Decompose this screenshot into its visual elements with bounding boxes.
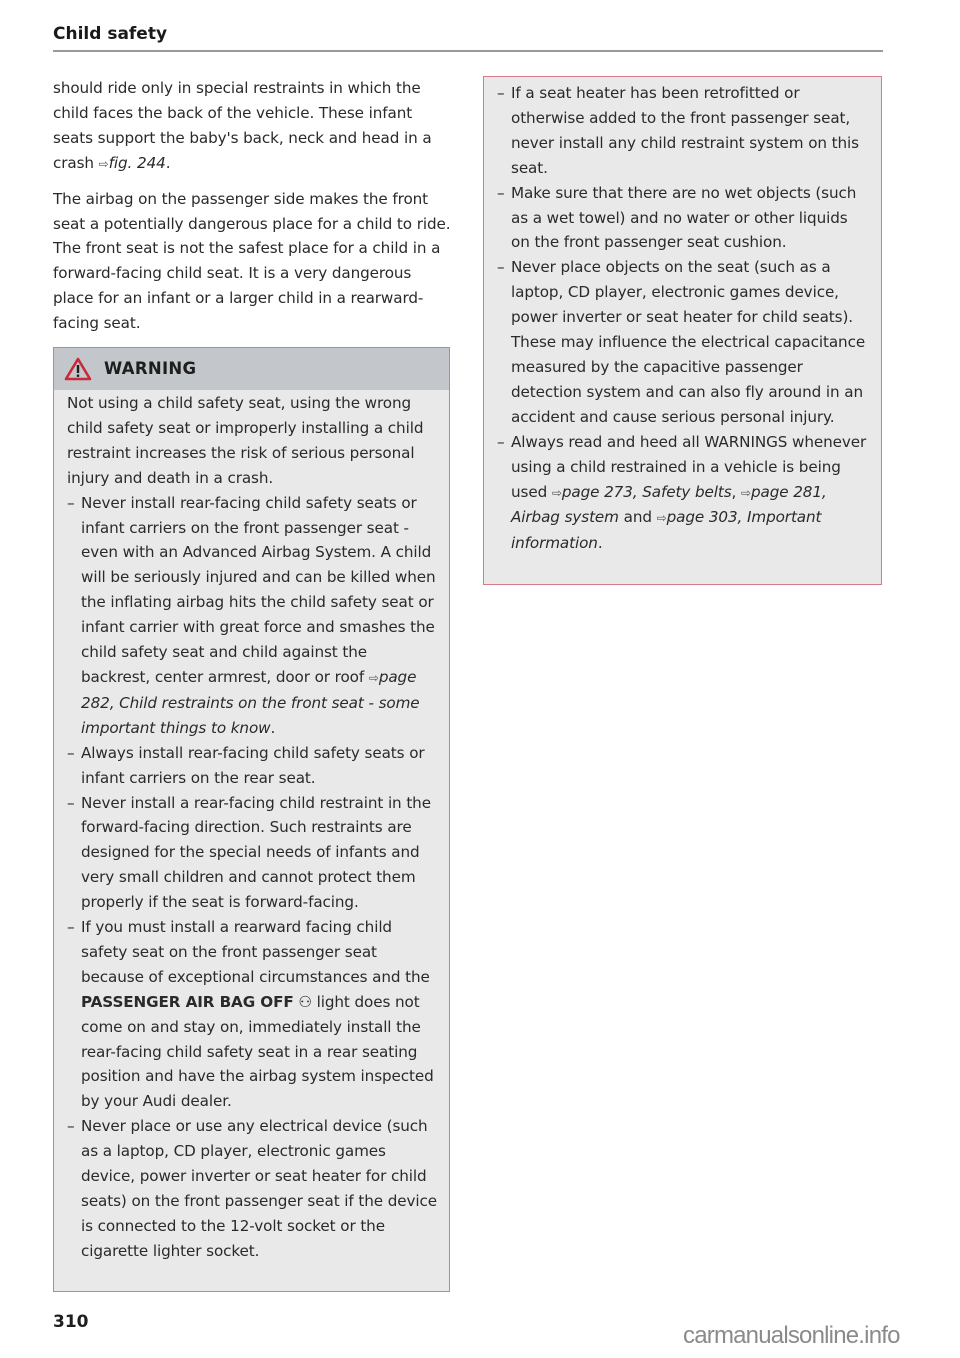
airbag-off-indicator-icon: ⚇ [298, 992, 312, 1011]
reference-arrow-icon: ⇨ [740, 485, 751, 500]
warning-box [53, 347, 450, 1292]
page-reference-link[interactable]: page 303, Important information [511, 508, 822, 553]
list-item: – Never place objects on the seat (such as a laptop, CD player, electronic games device, power inverter or seat heater for child seats). These may influence the electrical capacitance measured by the capacitive passenger detection system and can also fly around in an accident and cause serious personal injury. [497, 255, 869, 429]
page-number: 310 [53, 1312, 89, 1332]
reference-arrow-icon: ⇨ [368, 670, 379, 685]
warning-body [54, 390, 449, 1264]
figure-reference-link[interactable]: fig. 244 [108, 153, 166, 172]
list-item: – Always install rear-facing child safety seats or infant carriers on the rear seat. [67, 741, 437, 791]
warning-triangle-icon [64, 357, 92, 381]
watermark: carmanualsonline.info [683, 1322, 900, 1349]
airbag-paragraph: The airbag on the passenger side makes the front seat a potentially dangerous place for a child to ride. The front seat is not the safest place for a child in a forward-facing child seat. It is a very dangerous place for an infant or a larger child in a rearward-facing seat. [53, 189, 451, 333]
left-column [53, 76, 453, 346]
list-item: – Always read and heed all WARNINGS whenever using a child restrained in a vehicle is being used ⇨page 273, Safety belts, ⇨page 281, Airbag system and ⇨page 303, Important information. [497, 430, 869, 557]
warning-list [67, 491, 437, 1264]
reference-arrow-icon: ⇨ [551, 485, 562, 500]
section-title: Child safety [53, 24, 168, 44]
header-divider [53, 50, 883, 52]
page-reference-link[interactable]: page 281, Airbag system [511, 482, 827, 527]
indicator-label: PASSENGER AIR BAG OFF [81, 992, 294, 1011]
warning-label: WARNING [104, 358, 197, 378]
list-item: – Never install a rear-facing child restraint in the forward-facing direction. Such restraints are designed for the special needs of infants and very small children and cannot protect them properly if the seat is forward-facing. [67, 791, 437, 916]
intro-paragraph: should ride only in special restraints in which the child faces the back of the vehicle. These infant seats support the baby's back, neck and head in a crash ⇨fig. 244. [53, 79, 432, 172]
reference-arrow-icon: ⇨ [656, 511, 667, 526]
list-item: – If a seat heater has been retrofitted or otherwise added to the front passenger seat, never install any child restraint system on this seat. [497, 81, 869, 181]
page-reference-link[interactable]: page 273, Safety belts [561, 482, 732, 501]
warning-intro: Not using a child safety seat, using the wrong child safety seat or improperly installing a child restraint increases the risk of serious personal injury and death in a crash. [67, 394, 424, 487]
page-reference-link[interactable]: page 282, Child restraints on the front seat - some important things to know [81, 667, 420, 737]
list-item: – If you must install a rearward facing child safety seat on the front passenger seat because of exceptional circumstances and the PASSENGER AIR BAG OFF ⚇ light does not come on and stay on, immediately install the rear-facing child safety seat in a rear seating position and have the airbag system inspected by your Audi dealer. [67, 915, 437, 1114]
list-item: – Make sure that there are no wet objects (such as a wet towel) and no water or other liquids on the front passenger seat cushion. [497, 181, 869, 256]
warning-header [54, 348, 449, 390]
reference-arrow-icon: ⇨ [98, 156, 109, 171]
warning-continued-list [497, 81, 869, 556]
warning-continued-box [483, 76, 882, 585]
list-item: – Never install rear-facing child safety seats or infant carriers on the front passenger seat - even with an Advanced Airbag System. A child will be seriously injured and can be killed when the inflating airbag hits the child safety seat or infant carrier with great force and smashes the child safety seat and child against the backrest, center armrest, door or roof ⇨page 282, Child restraints on the front seat - some important things to know. [67, 491, 437, 741]
list-item: – Never place or use any electrical device (such as a laptop, CD player, electronic games device, power inverter or seat heater for child seats) on the front passenger seat if the device is connected to the 12-volt socket or the cigarette lighter socket. [67, 1114, 437, 1263]
